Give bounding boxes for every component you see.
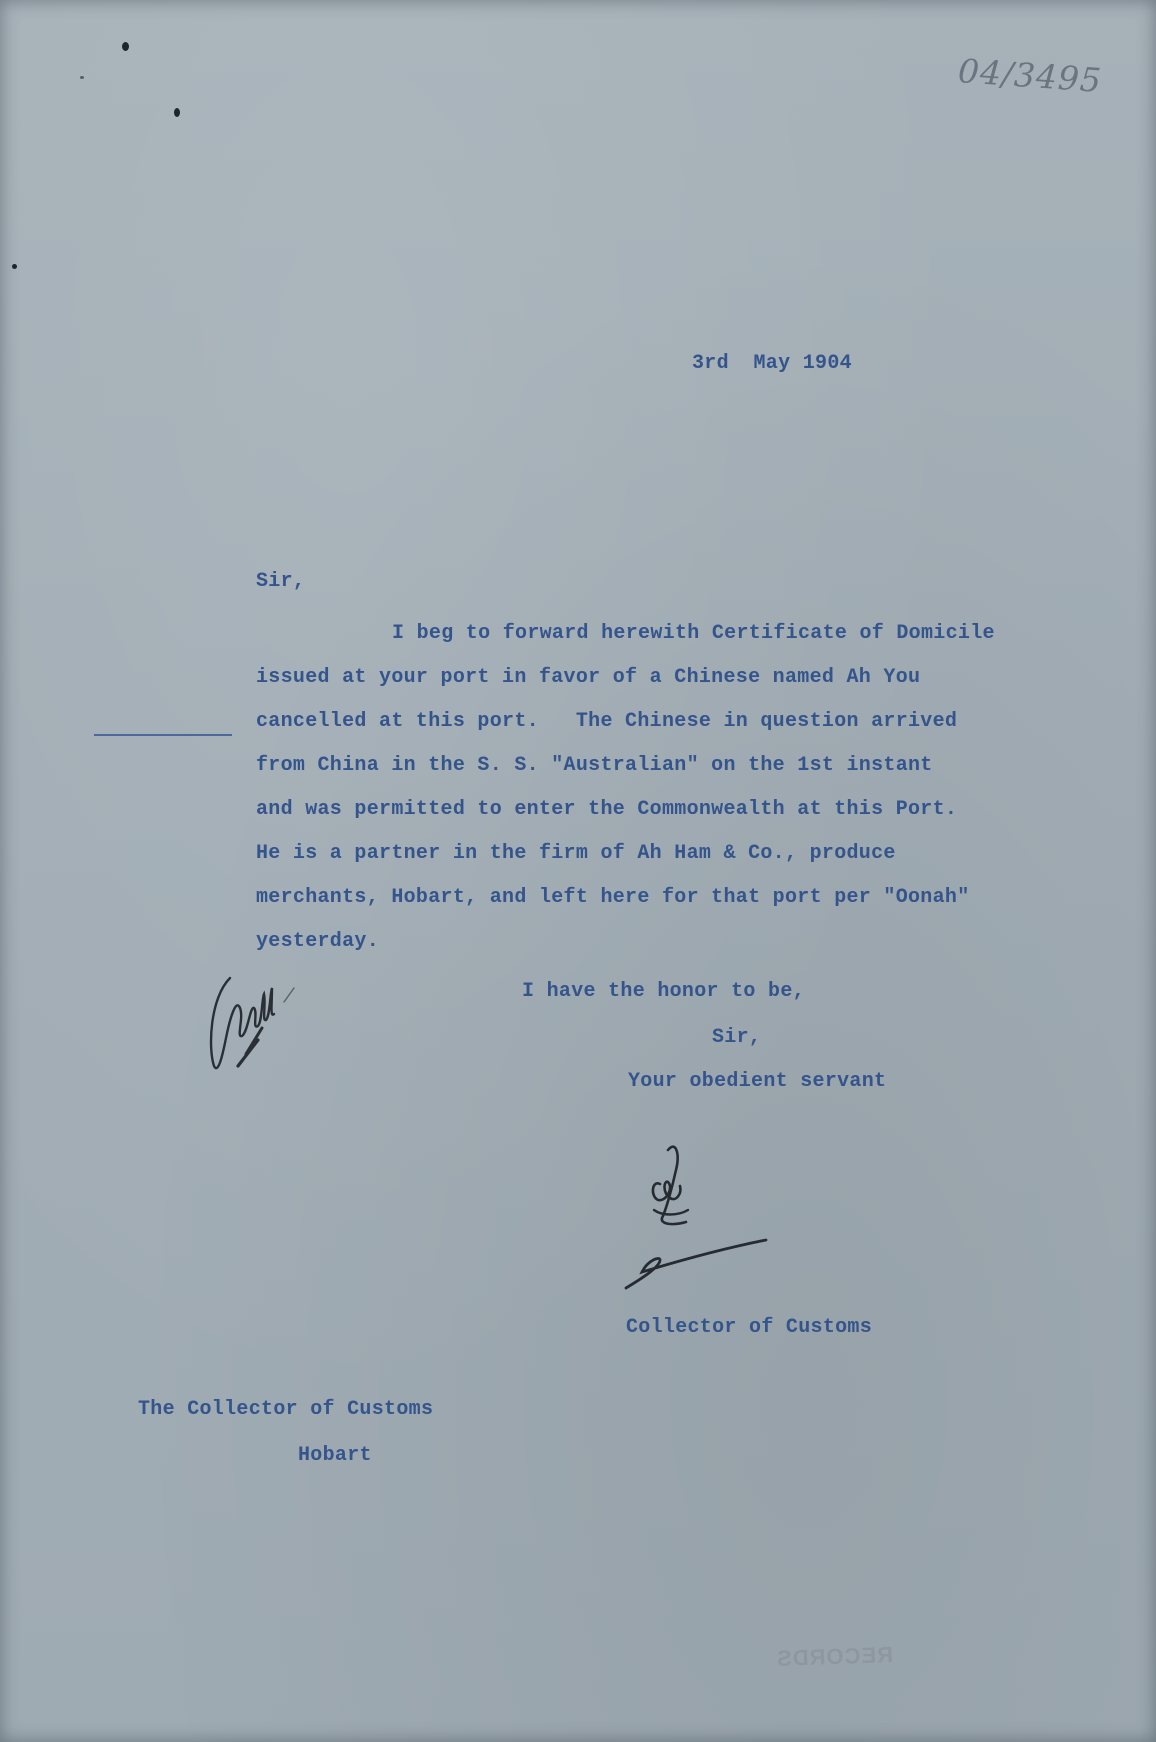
speck-mark (80, 76, 84, 79)
letter-date: 3rd May 1904 (692, 352, 852, 375)
speck-mark (122, 42, 129, 51)
body-line: yesterday. (256, 930, 380, 953)
closing-line: Sir, (712, 1026, 762, 1049)
margin-rule (94, 734, 232, 736)
body-line: He is a partner in the firm of Ah Ham & Co., produce (256, 842, 896, 865)
closing-line: I have the honor to be, (522, 980, 805, 1003)
faded-stamp: RECORDS (775, 1641, 894, 1672)
body-line: I beg to forward herewith Certificate of Domicile (392, 622, 995, 645)
addressee-line: The Collector of Customs (138, 1398, 434, 1421)
reference-number: 04/3495 (956, 51, 1104, 100)
speck-mark (12, 264, 17, 269)
signatory-title: Collector of Customs (626, 1316, 873, 1339)
body-line: merchants, Hobart, and left here for that port per "Oonah" (256, 886, 970, 909)
addressee-city: Hobart (298, 1444, 372, 1467)
closing-line: Your obedient servant (628, 1070, 887, 1093)
body-line: and was permitted to enter the Commonwealth at this Port. (256, 798, 958, 821)
margin-initials-signature (200, 958, 310, 1078)
collector-signature (616, 1140, 776, 1300)
body-line: from China in the S. S. "Australian" on the 1st instant (256, 754, 933, 777)
body-line: cancelled at this port. The Chinese in question arrived (256, 710, 958, 733)
salutation: Sir, (256, 570, 306, 593)
body-line: issued at your port in favor of a Chinese named Ah You (256, 666, 921, 689)
speck-mark (174, 108, 180, 117)
